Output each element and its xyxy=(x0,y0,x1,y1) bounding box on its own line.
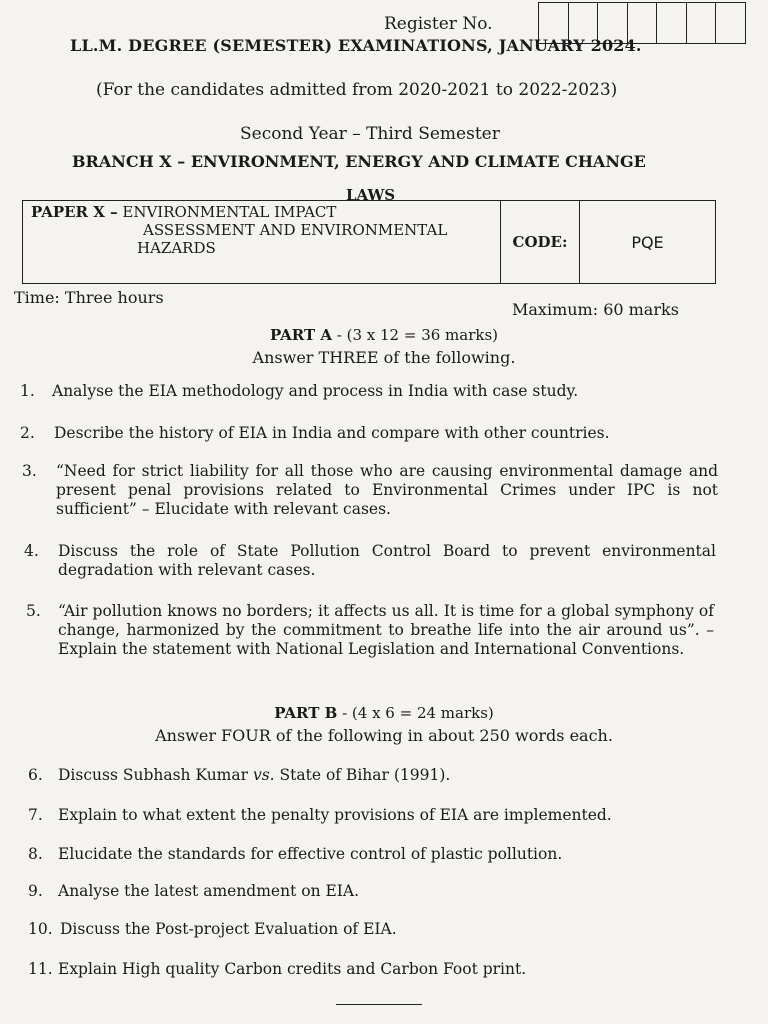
paper-label: PAPER X – xyxy=(31,203,118,221)
question-text: Explain to what extent the penalty provisions of EIA are implemented. xyxy=(58,806,612,824)
part-b-instruction: Answer FOUR of the following in about 250 words each. xyxy=(155,726,613,745)
candidates-note: (For the candidates admitted from 2020-2021 to 2022-2023) xyxy=(96,80,618,100)
question-text: Discuss the role of State Pollution Control Board to prevent environmental degradation with relevant cases. xyxy=(58,542,716,579)
time-allowed: Time: Three hours xyxy=(14,288,164,307)
paper-title-line1: ENVIRONMENTAL IMPACT xyxy=(122,203,337,221)
question-text: Analyse the EIA methodology and process in India with case study. xyxy=(52,382,579,400)
question-11 xyxy=(28,960,718,979)
question-text-part: Discuss Subhash Kumar xyxy=(58,766,253,784)
part-b-label: PART B xyxy=(274,704,338,722)
part-a-instruction: Answer THREE of the following. xyxy=(252,348,516,367)
question-text: “Air pollution knows no borders; it affects us all. It is time for a global symphony of change, harmonized by the commitment to breathe life into the air around us”. – Explain the statement with National Legislation and International Conventions. xyxy=(58,602,714,658)
question-text: Describe the history of EIA in India and compare with other countries. xyxy=(54,424,610,442)
part-a-heading xyxy=(0,326,768,344)
question-number: 10. xyxy=(28,920,53,938)
code-label: CODE: xyxy=(501,201,580,283)
question-number: 4. xyxy=(24,542,39,560)
question-9 xyxy=(28,882,718,901)
question-text xyxy=(28,766,718,785)
question-3 xyxy=(22,462,718,519)
question-text: Explain High quality Carbon credits and Carbon Foot print. xyxy=(58,960,527,978)
question-1 xyxy=(20,382,720,401)
question-4 xyxy=(24,542,716,580)
question-number: 8. xyxy=(28,845,43,863)
paper-title-line2: ASSESSMENT AND ENVIRONMENTAL xyxy=(143,221,448,239)
question-number: 6. xyxy=(28,766,43,784)
question-number: 9. xyxy=(28,882,43,900)
code-value: PQE xyxy=(631,232,664,252)
question-number: 2. xyxy=(20,424,35,442)
part-b-heading xyxy=(0,704,768,722)
branch-title-continued: LAWS xyxy=(346,186,396,204)
paper-title-line3: HAZARDS xyxy=(137,239,216,257)
question-text: Elucidate the standards for effective control of plastic pollution. xyxy=(58,845,563,863)
question-number: 5. xyxy=(26,602,41,620)
question-number: 7. xyxy=(28,806,43,824)
question-8 xyxy=(28,845,718,864)
question-5 xyxy=(26,602,714,659)
question-6 xyxy=(28,766,718,785)
end-of-paper-rule xyxy=(336,1004,422,1005)
paper-title-cell xyxy=(23,201,501,283)
question-number: 11. xyxy=(28,960,53,978)
question-number: 3. xyxy=(22,462,37,480)
question-text: Analyse the latest amendment on EIA. xyxy=(58,882,360,900)
maximum-marks: Maximum: 60 marks xyxy=(512,300,679,319)
paper-info-box xyxy=(22,200,716,284)
register-number-label: Register No. xyxy=(384,14,493,34)
question-text-italic: vs. xyxy=(252,766,275,784)
question-10 xyxy=(28,920,718,939)
question-text-part: State of Bihar (1991). xyxy=(274,766,451,784)
part-b-marks: - (4 x 6 = 24 marks) xyxy=(337,704,494,722)
question-2 xyxy=(20,424,720,443)
year-semester: Second Year – Third Semester xyxy=(240,124,500,144)
question-7 xyxy=(28,806,718,825)
part-a-marks: - (3 x 12 = 36 marks) xyxy=(332,326,499,344)
exam-title: LL.M. DEGREE (SEMESTER) EXAMINATIONS, JANUARY 2024. xyxy=(70,36,642,55)
question-text: “Need for strict liability for all those who are causing environmental damage and present penal provisions related to Environmental Crimes under IPC is not sufficient” – Elucidate with relevant cases. xyxy=(56,462,718,518)
branch-title: BRANCH X – ENVIRONMENT, ENERGY AND CLIMATE CHANGE xyxy=(72,152,646,171)
question-number: 1. xyxy=(20,382,35,400)
part-a-label: PART A xyxy=(269,326,333,344)
question-text: Discuss the Post-project Evaluation of EIA. xyxy=(60,920,397,938)
